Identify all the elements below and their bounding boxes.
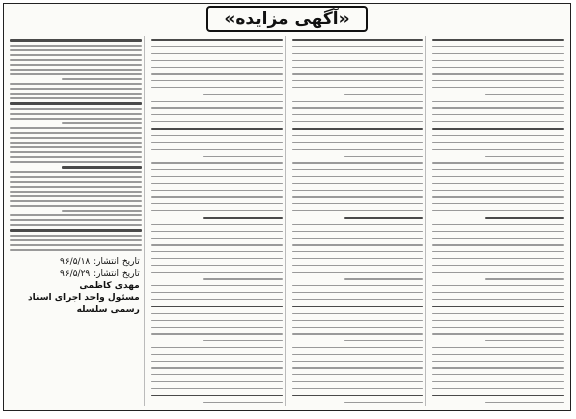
text-line xyxy=(432,272,564,273)
text-line xyxy=(151,53,283,54)
column-4-lines xyxy=(8,36,144,254)
text-line xyxy=(151,231,283,232)
text-line xyxy=(432,87,564,88)
text-line xyxy=(432,53,564,54)
text-line xyxy=(432,107,564,108)
text-line xyxy=(432,60,564,61)
text-line xyxy=(151,238,283,239)
signer-role: مسئول واحد اجرای اسناد رسمی سلسله xyxy=(28,292,140,315)
text-line xyxy=(432,80,564,81)
text-line xyxy=(10,49,142,51)
text-line xyxy=(203,156,282,157)
text-line xyxy=(151,265,283,266)
text-line xyxy=(10,151,142,153)
text-line xyxy=(292,176,424,177)
text-line xyxy=(432,162,564,163)
text-line xyxy=(10,205,142,207)
text-line xyxy=(292,169,424,170)
text-line xyxy=(151,374,283,375)
text-line xyxy=(432,374,564,375)
text-line xyxy=(10,235,142,237)
text-line xyxy=(10,132,142,134)
text-column-4 xyxy=(8,36,145,406)
text-line xyxy=(10,156,142,158)
text-line xyxy=(432,149,564,150)
text-line xyxy=(432,306,564,308)
text-line xyxy=(62,210,141,212)
text-column-1 xyxy=(430,36,566,406)
text-line xyxy=(292,238,424,239)
text-line xyxy=(10,118,142,120)
text-line xyxy=(292,190,424,191)
text-line xyxy=(62,166,141,169)
text-line xyxy=(151,251,283,252)
text-line xyxy=(432,46,564,47)
text-line xyxy=(292,162,424,163)
text-line xyxy=(151,169,283,170)
text-line xyxy=(151,395,283,397)
text-line xyxy=(432,333,564,334)
text-line xyxy=(10,244,142,246)
text-line xyxy=(151,87,283,88)
text-line xyxy=(151,258,283,259)
header xyxy=(4,4,570,34)
text-line xyxy=(10,195,142,197)
text-line xyxy=(10,137,142,139)
text-line xyxy=(292,149,424,150)
text-line xyxy=(344,156,423,157)
text-line xyxy=(292,114,424,115)
text-line xyxy=(10,176,142,178)
text-line xyxy=(432,367,564,368)
text-line xyxy=(10,146,142,148)
text-line xyxy=(151,224,283,225)
text-line xyxy=(10,200,142,202)
text-line xyxy=(485,340,564,341)
text-line xyxy=(151,39,283,41)
text-line xyxy=(344,94,423,95)
text-line xyxy=(151,388,283,389)
text-line xyxy=(151,272,283,273)
text-line xyxy=(485,278,564,279)
text-line xyxy=(344,278,423,279)
text-line xyxy=(432,203,564,204)
text-line xyxy=(432,210,564,211)
text-line xyxy=(292,39,424,41)
text-line xyxy=(203,402,282,403)
text-line xyxy=(151,190,283,191)
text-line xyxy=(151,142,283,143)
text-line xyxy=(10,239,142,241)
text-line xyxy=(292,196,424,197)
text-line xyxy=(10,97,142,99)
text-line xyxy=(432,67,564,68)
text-line xyxy=(432,320,564,321)
text-line xyxy=(292,244,424,245)
text-line xyxy=(151,299,283,300)
text-line xyxy=(10,59,142,61)
text-line xyxy=(151,128,283,130)
text-line xyxy=(10,249,142,251)
text-line xyxy=(432,114,564,115)
text-line xyxy=(62,122,141,124)
text-line xyxy=(10,102,142,105)
text-line xyxy=(292,224,424,225)
text-line xyxy=(10,142,142,144)
text-line xyxy=(151,60,283,61)
text-line xyxy=(292,210,424,211)
text-line xyxy=(292,107,424,108)
text-line xyxy=(432,121,564,122)
text-line xyxy=(432,361,564,362)
text-line xyxy=(292,333,424,334)
text-line xyxy=(203,217,282,219)
text-line xyxy=(432,238,564,239)
text-line xyxy=(292,60,424,61)
text-line xyxy=(10,69,142,71)
text-line xyxy=(151,149,283,150)
text-line xyxy=(432,196,564,197)
text-line xyxy=(10,181,142,183)
text-line xyxy=(292,313,424,314)
text-line xyxy=(432,285,564,286)
text-line xyxy=(10,64,142,66)
text-line xyxy=(432,176,564,177)
text-line xyxy=(10,73,142,75)
text-line xyxy=(151,381,283,382)
text-line xyxy=(10,229,142,232)
text-line xyxy=(432,128,564,130)
text-line xyxy=(432,190,564,191)
notice-title: «آگهی مزایده» xyxy=(206,6,367,32)
text-line xyxy=(10,191,142,193)
text-line xyxy=(292,374,424,375)
text-line xyxy=(292,53,424,54)
text-line xyxy=(292,367,424,368)
text-line xyxy=(485,402,564,403)
text-line xyxy=(485,217,564,219)
text-line xyxy=(151,203,283,204)
text-line xyxy=(151,285,283,286)
text-line xyxy=(151,320,283,321)
text-line xyxy=(432,265,564,266)
text-line xyxy=(292,292,424,293)
text-line xyxy=(151,244,283,245)
text-line xyxy=(292,320,424,321)
text-line xyxy=(10,108,142,110)
text-line xyxy=(151,347,283,348)
text-line xyxy=(10,93,142,95)
text-line xyxy=(432,142,564,143)
text-line xyxy=(151,333,283,334)
text-line xyxy=(292,142,424,143)
text-line xyxy=(151,101,283,102)
text-line xyxy=(432,347,564,348)
text-line xyxy=(292,135,424,136)
text-line xyxy=(292,128,424,130)
publish-date-2: تاریخ انتشار: ۹۶/۵/۲۹ xyxy=(60,268,140,279)
text-line xyxy=(151,361,283,362)
text-line xyxy=(10,83,142,85)
text-line xyxy=(292,388,424,389)
text-line xyxy=(292,354,424,355)
text-line xyxy=(10,219,142,221)
text-line xyxy=(151,306,283,308)
text-line xyxy=(10,214,142,216)
text-line xyxy=(10,113,142,115)
text-line xyxy=(151,162,283,163)
text-line xyxy=(292,361,424,362)
text-line xyxy=(432,327,564,328)
text-line xyxy=(292,203,424,204)
text-line xyxy=(292,258,424,259)
text-line xyxy=(292,272,424,273)
text-line xyxy=(151,114,283,115)
text-line xyxy=(292,381,424,382)
text-line xyxy=(10,54,142,56)
text-column-2 xyxy=(290,36,427,406)
text-line xyxy=(292,121,424,122)
text-line xyxy=(203,278,282,279)
text-line xyxy=(292,306,424,308)
text-line xyxy=(292,73,424,74)
text-line xyxy=(432,73,564,74)
text-line xyxy=(203,94,282,95)
text-line xyxy=(151,183,283,184)
text-line xyxy=(151,292,283,293)
text-line xyxy=(151,176,283,177)
text-line xyxy=(432,231,564,232)
text-line xyxy=(432,101,564,102)
text-line xyxy=(10,88,142,90)
text-line xyxy=(432,381,564,382)
text-line xyxy=(292,395,424,397)
text-line xyxy=(292,347,424,348)
text-line xyxy=(292,87,424,88)
text-line xyxy=(292,101,424,102)
text-line xyxy=(432,354,564,355)
text-line xyxy=(203,340,282,341)
text-line xyxy=(292,231,424,232)
text-line xyxy=(432,388,564,389)
text-line xyxy=(10,39,142,42)
text-line xyxy=(432,258,564,259)
text-line xyxy=(432,183,564,184)
text-line xyxy=(292,265,424,266)
text-line xyxy=(151,313,283,314)
text-line xyxy=(485,94,564,95)
text-column-3 xyxy=(149,36,286,406)
text-line xyxy=(151,73,283,74)
text-line xyxy=(151,46,283,47)
text-line xyxy=(151,107,283,108)
notice-body xyxy=(8,36,566,406)
text-line xyxy=(151,135,283,136)
publish-date-1: تاریخ انتشار: ۹۶/۵/۱۸ xyxy=(60,256,140,267)
signer-name: مهدی کاظمی xyxy=(79,280,140,291)
text-line xyxy=(10,171,142,173)
text-line xyxy=(292,285,424,286)
text-line xyxy=(292,251,424,252)
text-line xyxy=(432,135,564,136)
text-line xyxy=(151,367,283,368)
auction-notice xyxy=(3,3,571,411)
text-line xyxy=(432,244,564,245)
text-line xyxy=(432,292,564,293)
text-line xyxy=(432,224,564,225)
text-line xyxy=(292,67,424,68)
text-line xyxy=(10,224,142,226)
signature-block xyxy=(8,254,144,316)
text-line xyxy=(292,46,424,47)
text-line xyxy=(485,156,564,157)
text-line xyxy=(151,80,283,81)
text-line xyxy=(10,127,142,129)
text-line xyxy=(432,169,564,170)
text-line xyxy=(151,67,283,68)
text-line xyxy=(10,161,142,163)
text-line xyxy=(432,395,564,397)
text-line xyxy=(432,251,564,252)
text-line xyxy=(151,121,283,122)
text-line xyxy=(292,299,424,300)
text-line xyxy=(344,217,423,219)
text-line xyxy=(10,186,142,188)
text-line xyxy=(344,402,423,403)
text-line xyxy=(151,196,283,197)
text-line xyxy=(432,313,564,314)
text-line xyxy=(151,327,283,328)
text-line xyxy=(432,299,564,300)
text-line xyxy=(10,45,142,47)
text-line xyxy=(344,340,423,341)
text-line xyxy=(151,210,283,211)
text-line xyxy=(292,80,424,81)
text-line xyxy=(151,354,283,355)
text-line xyxy=(62,78,141,80)
text-line xyxy=(292,327,424,328)
text-line xyxy=(292,183,424,184)
text-line xyxy=(432,39,564,41)
